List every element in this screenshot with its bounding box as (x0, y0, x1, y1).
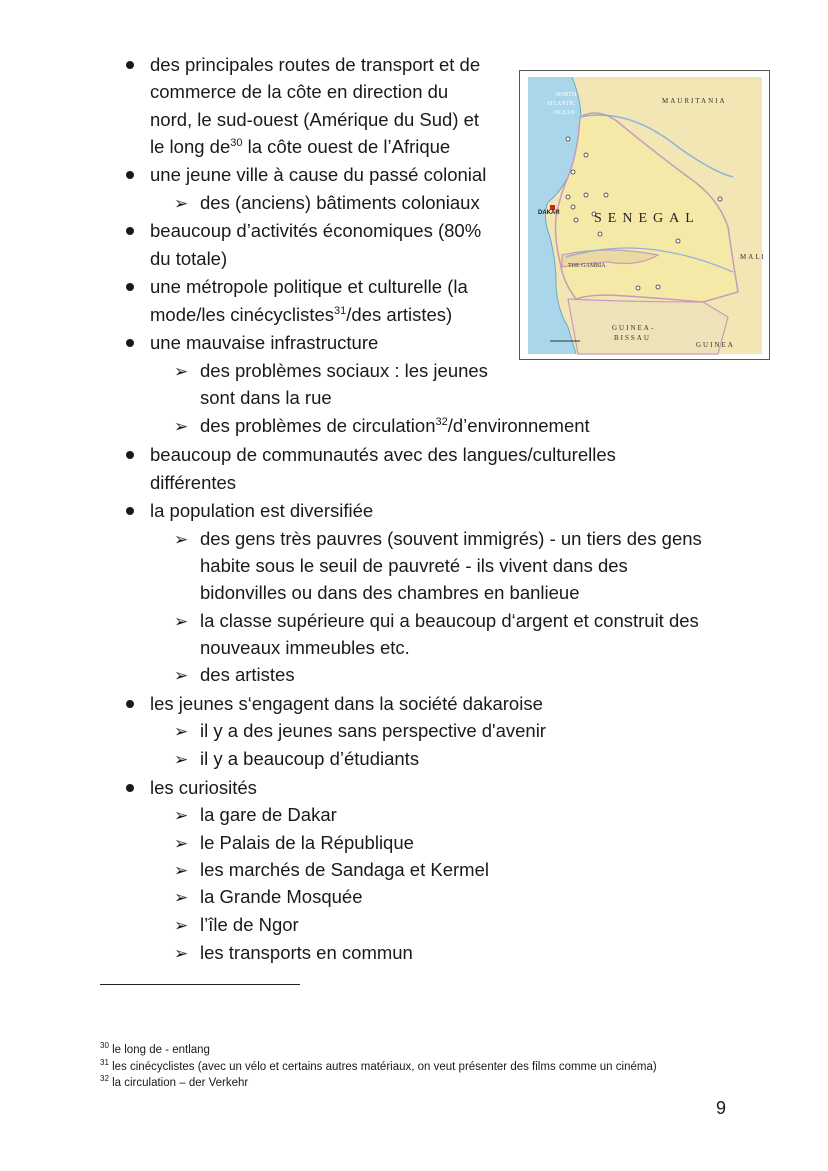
mauritania-label: MAURITANIA (662, 97, 727, 105)
guinea-bissau-label: GUINEA- (612, 324, 656, 332)
bullet-text: une jeune ville à cause du passé colonial (150, 164, 487, 185)
city-marker (676, 239, 680, 243)
senegal-label: SENEGAL (594, 211, 700, 226)
footnote: $^{32}$ la circulation – der Verkehr (100, 1074, 249, 1089)
city-marker (584, 153, 588, 157)
city-marker (598, 232, 602, 236)
bullet-marker (126, 784, 134, 792)
bullet-text: la population est diversifiée (150, 500, 374, 521)
arrow-icon: ➢ (174, 530, 189, 549)
sub-bullet-text: bidonvilles ou dans des chambres en banlieue (200, 582, 580, 603)
city-marker (656, 285, 660, 289)
city-marker (571, 170, 575, 174)
bullet-text: commerce de la côte en direction du (150, 81, 449, 102)
footnote: $^{30}$ le long de - entlang (100, 1041, 210, 1056)
sub-bullet-text: la gare de Dakar (200, 804, 337, 825)
sub-bullet-text: l’île de Ngor (200, 914, 299, 935)
sub-bullet-text: il y a des jeunes sans perspective d'avenir (200, 720, 546, 741)
senegal-map (519, 70, 770, 360)
sub-bullet-text: habite sous le seuil de pauvreté - ils vivent dans des (200, 555, 628, 576)
arrow-icon: ➢ (174, 666, 189, 685)
city-marker (571, 205, 575, 209)
city-marker (718, 197, 722, 201)
bullet-text: le long $de^{30}$ la côte ouest de l’Afrique (150, 136, 451, 157)
arrow-icon: ➢ (174, 362, 189, 381)
footnote-ref: 30 (230, 136, 243, 149)
bullet-text: les jeunes s‘engagent dans la société dakaroise (150, 693, 543, 714)
bullet-text: beaucoup de communautés avec des langues/culturelles (150, 444, 616, 465)
sub-bullet-text: des gens très pauvres (souvent immigrés) - un tiers des gens (200, 528, 702, 549)
bullet-marker (126, 451, 134, 459)
city-marker (566, 137, 570, 141)
sub-bullet-text: le Palais de la République (200, 832, 414, 853)
page-number: 9 (716, 1098, 727, 1118)
bullet-text: différentes (150, 472, 237, 493)
sub-bullet-text: des (anciens) bâtiments coloniaux (200, 192, 480, 213)
guinea-label: GUINEA (696, 341, 735, 349)
bullet-marker (126, 171, 134, 179)
bullet-text: une mauvaise infrastructure (150, 332, 379, 353)
bullet-text: les curiosités (150, 777, 257, 798)
arrow-icon: ➢ (174, 806, 189, 825)
footnote-ref: 31 (334, 304, 347, 317)
sub-bullet-text: il y a beaucoup d’étudiants (200, 748, 420, 769)
bullet-marker (126, 700, 134, 708)
footnote: $^{31}$ les cinécyclistes (avec un vélo et certains autres matériaux, on veut présenter des films comme un cinéma) (100, 1058, 657, 1073)
arrow-icon: ➢ (174, 888, 189, 907)
arrow-icon: ➢ (174, 722, 189, 741)
sub-bullet-text: les marchés de Sandaga et Kermel (200, 859, 489, 880)
city-marker (574, 218, 578, 222)
bullet-text: beaucoup d’activités économiques (80% (150, 220, 482, 241)
city-marker (566, 195, 570, 199)
bullet-text: une métropole politique et culturelle (la (150, 276, 468, 297)
bullet-marker (126, 339, 134, 347)
sub-bullet-text: la classe supérieure qui a beaucoup d‘argent et construit des (200, 610, 699, 631)
sub-bullet-text: des problèmes sociaux : les jeunes (200, 360, 488, 381)
arrow-icon: ➢ (174, 194, 189, 213)
arrow-icon: ➢ (174, 834, 189, 853)
sub-bullet-text: des problèmes de circulation$^{32}$/d’environnement (200, 415, 590, 436)
bullet-marker (126, 61, 134, 69)
arrow-icon: ➢ (174, 944, 189, 963)
sub-bullet-text: nouveaux immeubles etc. (200, 637, 410, 658)
footnote-separator (100, 984, 300, 985)
bullet-marker (126, 507, 134, 515)
bullet-marker (126, 283, 134, 291)
ocean-label-line: ATLANTIC (546, 101, 576, 107)
sub-bullet-text: sont dans la rue (200, 387, 332, 408)
mali-label: MALI (740, 253, 766, 261)
city-marker (584, 193, 588, 197)
sub-bullet-text: les transports en commun (200, 942, 413, 963)
ocean-label-line: NORTH (556, 92, 577, 98)
guinea-bissau-label: BISSAU (614, 334, 651, 342)
sub-bullet-text: la Grande Mosquée (200, 886, 363, 907)
gambia-label: THE GAMBIA (568, 263, 606, 269)
city-marker (604, 193, 608, 197)
arrow-icon: ➢ (174, 612, 189, 631)
arrow-icon: ➢ (174, 417, 189, 436)
sub-bullet-text: des artistes (200, 664, 295, 685)
arrow-icon: ➢ (174, 750, 189, 769)
city-marker (636, 286, 640, 290)
footnote-ref: 32 (435, 415, 448, 428)
arrow-icon: ➢ (174, 916, 189, 935)
dakar-label: DAKAR (538, 210, 560, 216)
bullet-text: des principales routes de transport et de (150, 54, 481, 75)
bullet-text: mode/les cinécyclistes$^{31}$/des artistes) (150, 304, 453, 325)
bullet-text: nord, le sud-ouest (Amérique du Sud) et (150, 109, 480, 130)
bullet-text: du totale) (150, 248, 228, 269)
arrow-icon: ➢ (174, 861, 189, 880)
map-graphic (528, 77, 766, 354)
ocean-label-line: OCEAN (554, 110, 575, 116)
bullet-marker (126, 227, 134, 235)
